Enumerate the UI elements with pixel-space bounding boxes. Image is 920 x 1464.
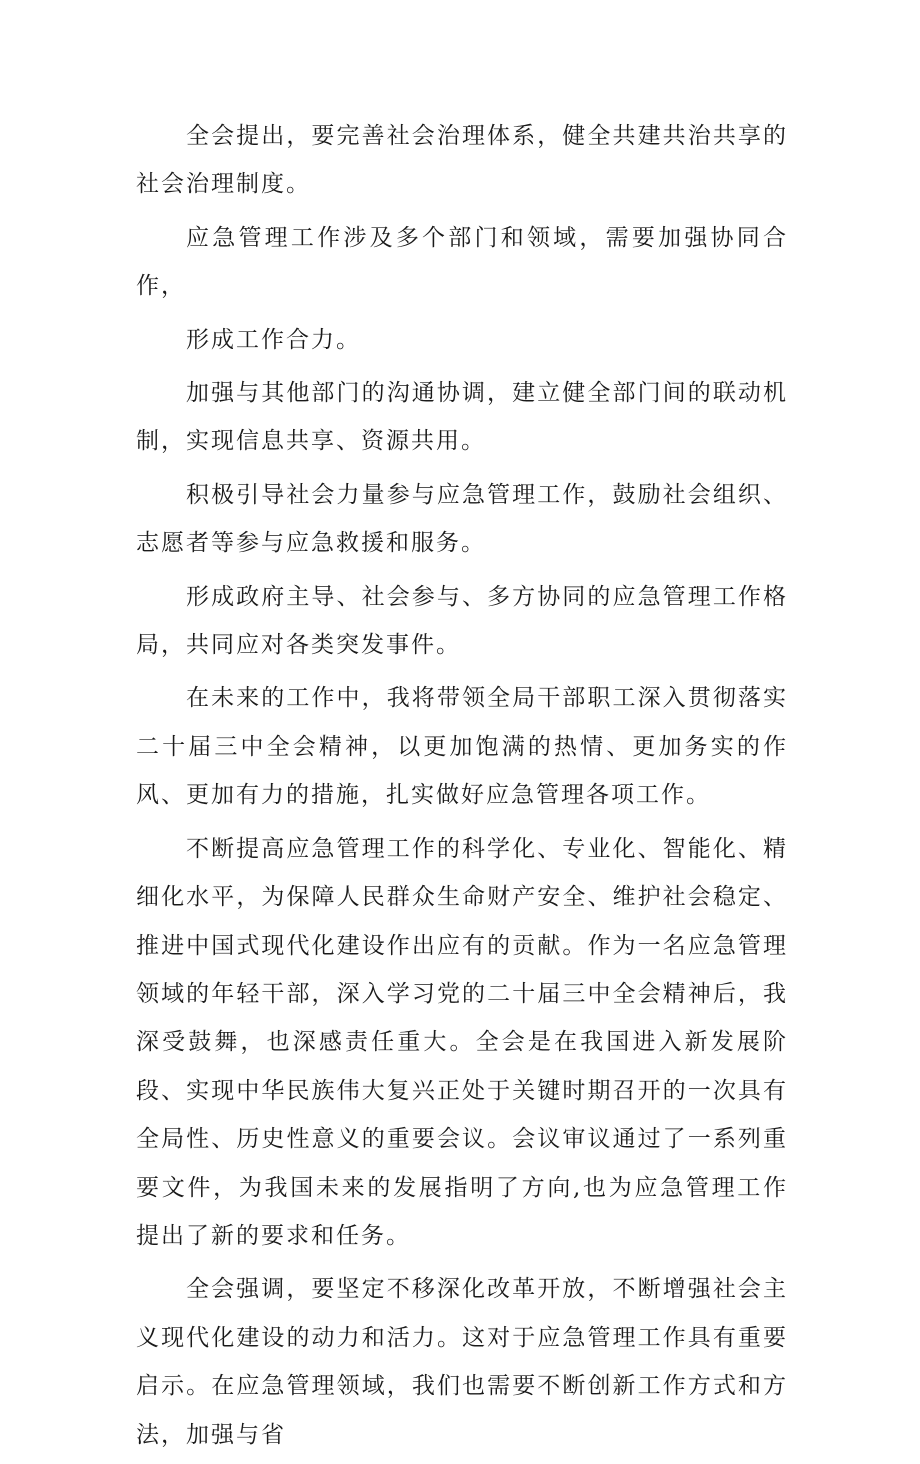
paragraph-5: 积极引导社会力量参与应急管理工作，鼓励社会组织、志愿者等参与应急救援和服务。 xyxy=(136,481,788,557)
paragraph-6: 形成政府主导、社会参与、多方协同的应急管理工作格局，共同应对各类突发事件。 xyxy=(136,583,788,659)
paragraph-7: 在未来的工作中，我将带领全局干部职工深入贯彻落实二十届三中全会精神，以更加饱满的热情、更加务实的作风、更加有力的措施，扎实做好应急管理各项工作。 xyxy=(136,685,788,809)
paragraph-1: 全会提出，要完善社会治理体系，健全共建共治共享的社会治理制度。 xyxy=(136,123,788,198)
paragraph-8: 不断提高应急管理工作的科学化、专业化、智能化、精细化水平，为保障人民群众生命财产安全、维护社会稳定、推进中国式现代化建设作出应有的贡献。作为一名应急管理领域的年轻干部，深入学习党的二十届三中全会精神后，我深受鼓舞，也深感责任重大。全会是在我国进入新发展阶段、实现中华民族伟大复兴正处于关键时期召开的一次具有全局性、历史性意义的重要会议。会议审议通过了一系列重要文件，为我国未来的发展指明了方向,也为应急管理工作提出了新的要求和任务。 xyxy=(136,835,788,1249)
document-body xyxy=(136,112,788,1464)
paragraph-9: 全会强调，要坚定不移深化改革开放，不断增强社会主义现代化建设的动力和活力。这对于应急管理工作具有重要启示。在应急管理领域，我们也需要不断创新工作方式和方法，加强与省 xyxy=(136,1276,788,1448)
paragraph-3: 形成工作合力。 xyxy=(186,326,361,353)
paragraph-2: 应急管理工作涉及多个部门和领域，需要加强协同合作， xyxy=(136,224,788,300)
paragraph-4: 加强与其他部门的沟通协调，建立健全部门间的联动机制，实现信息共享、资源共用。 xyxy=(136,380,788,455)
